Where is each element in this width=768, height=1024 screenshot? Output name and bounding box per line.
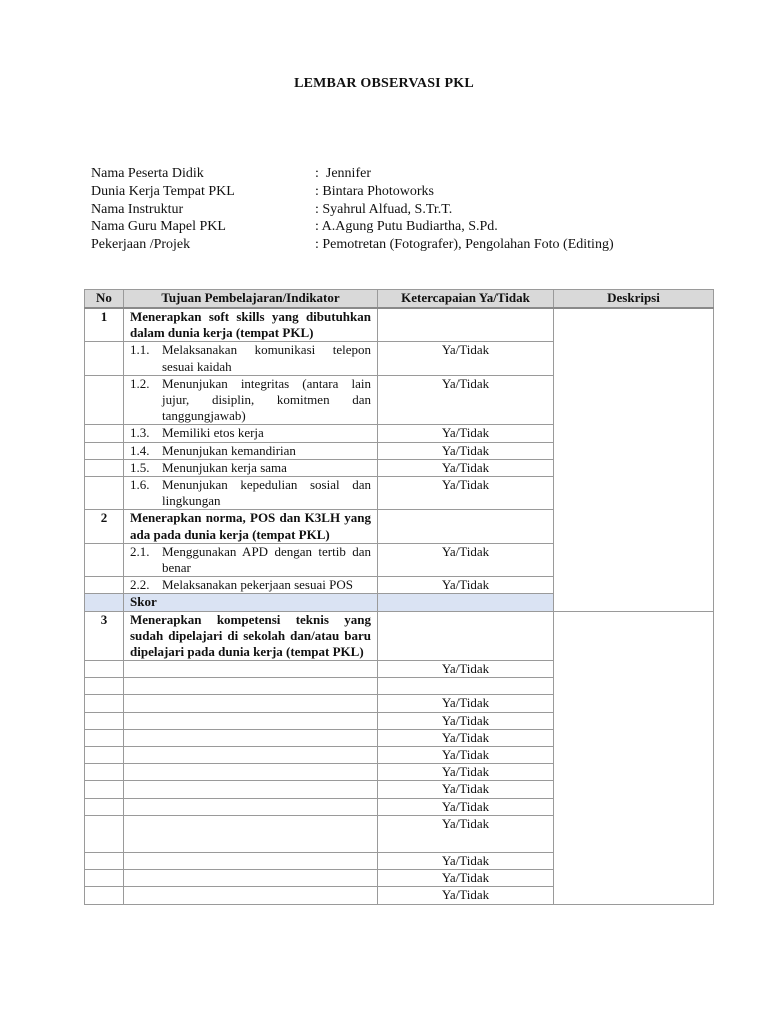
info-label: Nama Peserta Didik <box>91 166 204 181</box>
header-deskripsi: Deskripsi <box>554 290 714 309</box>
indicator-text: Memiliki etos kerja <box>162 425 264 441</box>
empty-cell <box>85 695 124 712</box>
empty-cell <box>85 459 124 476</box>
indicator-number: 1.5. <box>130 459 150 475</box>
info-value: : Syahrul Alfuad, S.Tr.T. <box>315 201 453 217</box>
group-title: Menerapkan norma, POS dan K3LH yang ada pada dunia kerja (tempat PKL) <box>124 510 378 543</box>
indicator-text: Menunjukan kerja sama <box>162 459 287 475</box>
indicator-cell <box>124 425 378 442</box>
table-header-row <box>85 290 714 309</box>
answer-cell[interactable]: Ya/Tidak <box>378 852 554 869</box>
empty-cell <box>85 477 124 510</box>
indicator-cell <box>124 543 378 576</box>
indicator-cell[interactable] <box>124 781 378 798</box>
info-value: : Bintara Photoworks <box>315 183 434 199</box>
answer-cell[interactable]: Ya/Tidak <box>378 729 554 746</box>
empty-cell <box>85 781 124 798</box>
indicator-text: Menunjukan integritas (antara lain jujur, disiplin, komitmen dan tanggungjawab) <box>162 375 371 424</box>
indicator-cell <box>124 342 378 375</box>
answer-cell[interactable]: Ya/Tidak <box>378 870 554 887</box>
answer-cell[interactable]: Ya/Tidak <box>378 798 554 815</box>
group-row <box>85 611 714 661</box>
empty-cell <box>85 852 124 869</box>
indicator-cell <box>124 577 378 594</box>
empty-cell <box>85 747 124 764</box>
empty-cell <box>85 375 124 425</box>
indicator-text: Menunjukan kepedulian sosial dan lingkungan <box>162 477 371 509</box>
info-label: Dunia Kerja Tempat PKL <box>91 183 235 199</box>
empty-cell <box>85 798 124 815</box>
empty-cell <box>85 887 124 904</box>
indicator-number: 1.2. <box>130 375 150 391</box>
indicator-cell <box>124 477 378 510</box>
indicator-cell <box>124 375 378 425</box>
indicator-text: Menggunakan APD dengan tertib dan benar <box>162 543 371 576</box>
score-label: Skor <box>124 594 378 611</box>
indicator-number: 1.3. <box>130 425 150 441</box>
indicator-cell[interactable] <box>124 815 378 852</box>
answer-cell[interactable]: Ya/Tidak <box>378 342 554 375</box>
info-row <box>91 201 614 219</box>
info-row <box>91 183 614 201</box>
empty-cell <box>85 577 124 594</box>
info-value: : Jennifer <box>315 166 371 181</box>
answer-cell[interactable] <box>378 678 554 695</box>
indicator-cell[interactable] <box>124 695 378 712</box>
empty-cell <box>85 712 124 729</box>
empty-cell <box>85 661 124 678</box>
empty-cell <box>85 442 124 459</box>
answer-cell[interactable]: Ya/Tidak <box>378 764 554 781</box>
indicator-number: 1.4. <box>130 442 150 458</box>
answer-cell[interactable]: Ya/Tidak <box>378 425 554 442</box>
indicator-text: Melaksanakan pekerjaan sesuai POS <box>162 577 353 593</box>
answer-cell[interactable]: Ya/Tidak <box>378 477 554 510</box>
indicator-cell[interactable] <box>124 729 378 746</box>
answer-cell <box>378 308 554 342</box>
indicator-cell[interactable] <box>124 661 378 678</box>
indicator-cell[interactable] <box>124 870 378 887</box>
empty-cell <box>85 729 124 746</box>
header-ketercapaian: Ketercapaian Ya/Tidak <box>378 290 554 309</box>
empty-cell <box>85 425 124 442</box>
header-tujuan: Tujuan Pembelajaran/Indikator <box>124 290 378 309</box>
indicator-cell[interactable] <box>124 887 378 904</box>
indicator-number: 1.1. <box>130 342 150 358</box>
participant-info <box>91 165 614 254</box>
group-title: Menerapkan kompetensi teknis yang sudah dipelajari di sekolah dan/atau baru dipelajari pada dunia kerja (tempat PKL) <box>124 611 378 661</box>
empty-cell <box>85 870 124 887</box>
empty-cell <box>85 594 124 611</box>
answer-cell[interactable]: Ya/Tidak <box>378 577 554 594</box>
answer-cell <box>378 611 554 661</box>
description-cell[interactable] <box>554 611 714 904</box>
empty-cell <box>85 764 124 781</box>
answer-cell[interactable]: Ya/Tidak <box>378 815 554 852</box>
observation-table <box>84 289 714 905</box>
answer-cell[interactable]: Ya/Tidak <box>378 887 554 904</box>
group-title: Menerapkan soft skills yang dibutuhkan dalam dunia kerja (tempat PKL) <box>124 308 378 342</box>
answer-cell[interactable]: Ya/Tidak <box>378 712 554 729</box>
indicator-cell[interactable] <box>124 798 378 815</box>
info-row <box>91 165 614 183</box>
indicator-cell[interactable] <box>124 852 378 869</box>
group-row <box>85 308 714 342</box>
answer-cell[interactable]: Ya/Tidak <box>378 747 554 764</box>
group-number: 1 <box>85 308 124 342</box>
indicator-cell[interactable] <box>124 712 378 729</box>
answer-cell[interactable]: Ya/Tidak <box>378 543 554 576</box>
empty-cell <box>85 543 124 576</box>
indicator-cell[interactable] <box>124 678 378 695</box>
info-label: Pekerjaan /Projek <box>91 237 191 253</box>
answer-cell[interactable]: Ya/Tidak <box>378 661 554 678</box>
header-no: No <box>85 290 124 309</box>
info-row <box>91 236 614 254</box>
empty-cell <box>85 815 124 852</box>
empty-cell <box>85 342 124 375</box>
answer-cell[interactable]: Ya/Tidak <box>378 375 554 425</box>
indicator-text: Menunjukan kemandirian <box>162 442 296 458</box>
indicator-number: 2.1. <box>130 543 150 559</box>
indicator-cell[interactable] <box>124 764 378 781</box>
indicator-number: 1.6. <box>130 477 150 493</box>
indicator-cell <box>124 459 378 476</box>
document-title: LEMBAR OBSERVASI PKL <box>294 76 474 91</box>
answer-cell[interactable]: Ya/Tidak <box>378 695 554 712</box>
answer-cell <box>378 510 554 543</box>
answer-cell[interactable]: Ya/Tidak <box>378 781 554 798</box>
empty-cell <box>85 678 124 695</box>
group-number: 3 <box>85 611 124 661</box>
indicator-cell[interactable] <box>124 747 378 764</box>
indicator-text: Melaksanakan komunikasi telepon sesuai kaidah <box>162 342 371 374</box>
answer-cell[interactable]: Ya/Tidak <box>378 442 554 459</box>
description-cell[interactable] <box>554 308 714 611</box>
answer-cell[interactable]: Ya/Tidak <box>378 459 554 476</box>
info-value: : Pemotretan (Fotografer), Pengolahan Foto (Editing) <box>315 237 614 253</box>
score-value-cell[interactable] <box>378 594 554 611</box>
info-value: : A.Agung Putu Budiartha, S.Pd. <box>315 219 498 235</box>
indicator-number: 2.2. <box>130 577 150 593</box>
indicator-cell <box>124 442 378 459</box>
info-label: Nama Guru Mapel PKL <box>91 219 226 235</box>
info-label: Nama Instruktur <box>91 201 184 217</box>
group-number: 2 <box>85 510 124 543</box>
info-row <box>91 218 614 236</box>
